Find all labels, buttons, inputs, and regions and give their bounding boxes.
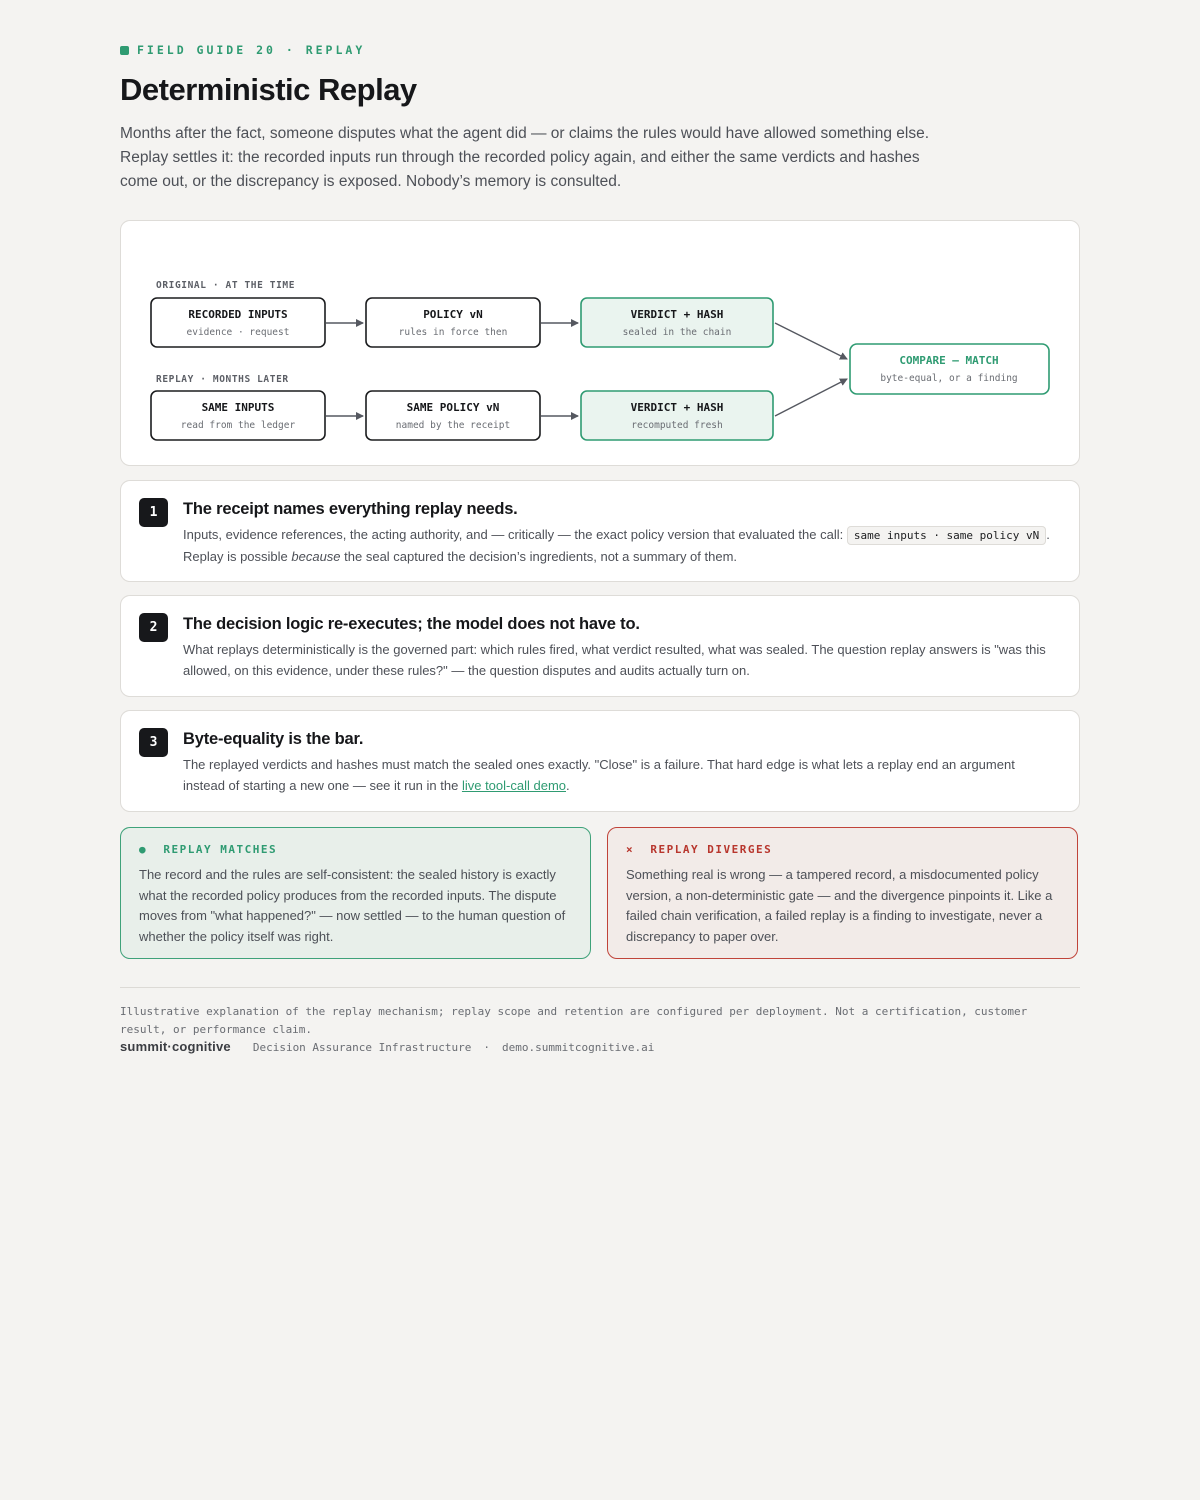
arrow-original-to-compare — [775, 323, 847, 359]
outcome-text: The record and the rules are self-consistent: the sealed history is exactly what the recorded policy produces from the recorded inputs. The dispute moves from "what happened?" — now settled — to the human question of whether the policy itself was right. — [139, 867, 566, 944]
node-verdict-original — [581, 298, 773, 347]
step-2 — [120, 595, 1080, 697]
kicker-text: FIELD GUIDE 20 · REPLAY — [137, 43, 366, 57]
step-title: The decision logic re-executes; the model does not have to. — [183, 615, 640, 633]
lede: Months after the fact, someone disputes what the agent did — or claims the rules would have allowed something else. Replay settles it: the recorded inputs run through the recorded policy again, and either the same verdicts and hashes come out, or the discrepancy is exposed. Nobody’s memory is consulted. — [120, 125, 930, 190]
step-title: Byte-equality is the bar. — [183, 730, 364, 748]
node-compare — [850, 344, 1049, 394]
outcome-text: Something real is wrong — a tampered record, a misdocumented policy version, a non-deterministic gate — and the divergence pinpoints it. Like a failed chain verification, a failed replay is a finding to investigate, never a discrepancy to paper over. — [626, 867, 1053, 944]
disclaimer: Illustrative explanation of the replay mechanism; replay scope and retention are configured per deployment. Not a certification, customer result, or performance claim. — [120, 1005, 1028, 1036]
site-url: demo.summitcognitive.ai — [502, 1041, 655, 1054]
page-title: Deterministic Replay — [120, 72, 417, 107]
node-title: POLICY vN — [423, 308, 483, 321]
step-3 — [120, 710, 1080, 812]
brand-logo: summit·cognitive — [120, 1039, 231, 1054]
footer — [120, 1039, 654, 1054]
node-subtitle: rules in force then — [398, 327, 508, 338]
node-subtitle: evidence · request — [186, 327, 290, 338]
step-1 — [120, 480, 1080, 582]
live-demo-link[interactable]: live tool-call demo — [461, 777, 566, 793]
step-title: The receipt names everything replay needs. — [183, 500, 518, 518]
node-recorded-inputs — [151, 298, 325, 347]
dot-icon: ● — [139, 843, 148, 856]
node-subtitle: recomputed fresh — [631, 420, 723, 431]
emphasis: because — [291, 548, 341, 564]
arrow-replay-to-compare — [775, 379, 847, 416]
step-number: 2 — [139, 613, 168, 642]
step-number: 3 — [139, 728, 168, 757]
node-title: VERDICT + HASH — [630, 308, 724, 321]
node-subtitle: named by the receipt — [395, 420, 511, 431]
step-text: What replays deterministically is the governed part: which rules fired, what verdict resulted, what was sealed. The question replay answers is "was this allowed, on this evidence, under these rules?" — the question disputes and audits actually turn on. — [183, 642, 1046, 678]
original-row-label: ORIGINAL · AT THE TIME — [156, 280, 296, 291]
replay-row-label: REPLAY · MONTHS LATER — [156, 374, 289, 385]
outcome-label: ● REPLAY MATCHES — [139, 843, 278, 856]
node-same-policy — [366, 391, 540, 440]
replay-diagram — [120, 220, 1080, 466]
tagline: Decision Assurance Infrastructure — [252, 1041, 472, 1054]
flow-diagram-svg — [121, 221, 1079, 465]
inline-code: same inputs · same policy vN — [847, 526, 1046, 545]
cross-icon: × — [626, 843, 635, 856]
footer-separator: · — [483, 1041, 490, 1054]
step-text: The replayed verdicts and hashes must match the sealed ones exactly. "Close" is a failure. That hard edge is what lets a replay end an argument instead of starting a new one — see it run in the live tool-call demo. — [183, 757, 1015, 793]
node-subtitle: read from the ledger — [180, 420, 296, 431]
node-verdict-replay — [581, 391, 773, 440]
node-title: SAME INPUTS — [201, 401, 275, 414]
node-policy — [366, 298, 540, 347]
outcome-replay-matches — [120, 827, 591, 959]
node-subtitle: byte-equal, or a finding — [880, 373, 1018, 384]
node-title: VERDICT + HASH — [630, 401, 724, 414]
outcome-replay-diverges — [607, 827, 1078, 959]
footer-divider — [120, 987, 1080, 988]
node-subtitle: sealed in the chain — [622, 327, 732, 338]
square-bullet-icon — [120, 46, 129, 55]
node-same-inputs — [151, 391, 325, 440]
outcome-label: × REPLAY DIVERGES — [626, 843, 773, 856]
node-title: RECORDED INPUTS — [188, 308, 288, 321]
step-text: Inputs, evidence references, the acting authority, and — critically — the exact policy version that evaluated the call: same inputs · same policy vN . Replay is possible because the seal captured the decision’s ingredients, not a summary of them. — [183, 527, 1050, 564]
node-title: COMPARE — MATCH — [899, 354, 999, 367]
kicker — [120, 43, 365, 57]
step-number: 1 — [139, 498, 168, 527]
node-title: SAME POLICY vN — [406, 401, 500, 414]
